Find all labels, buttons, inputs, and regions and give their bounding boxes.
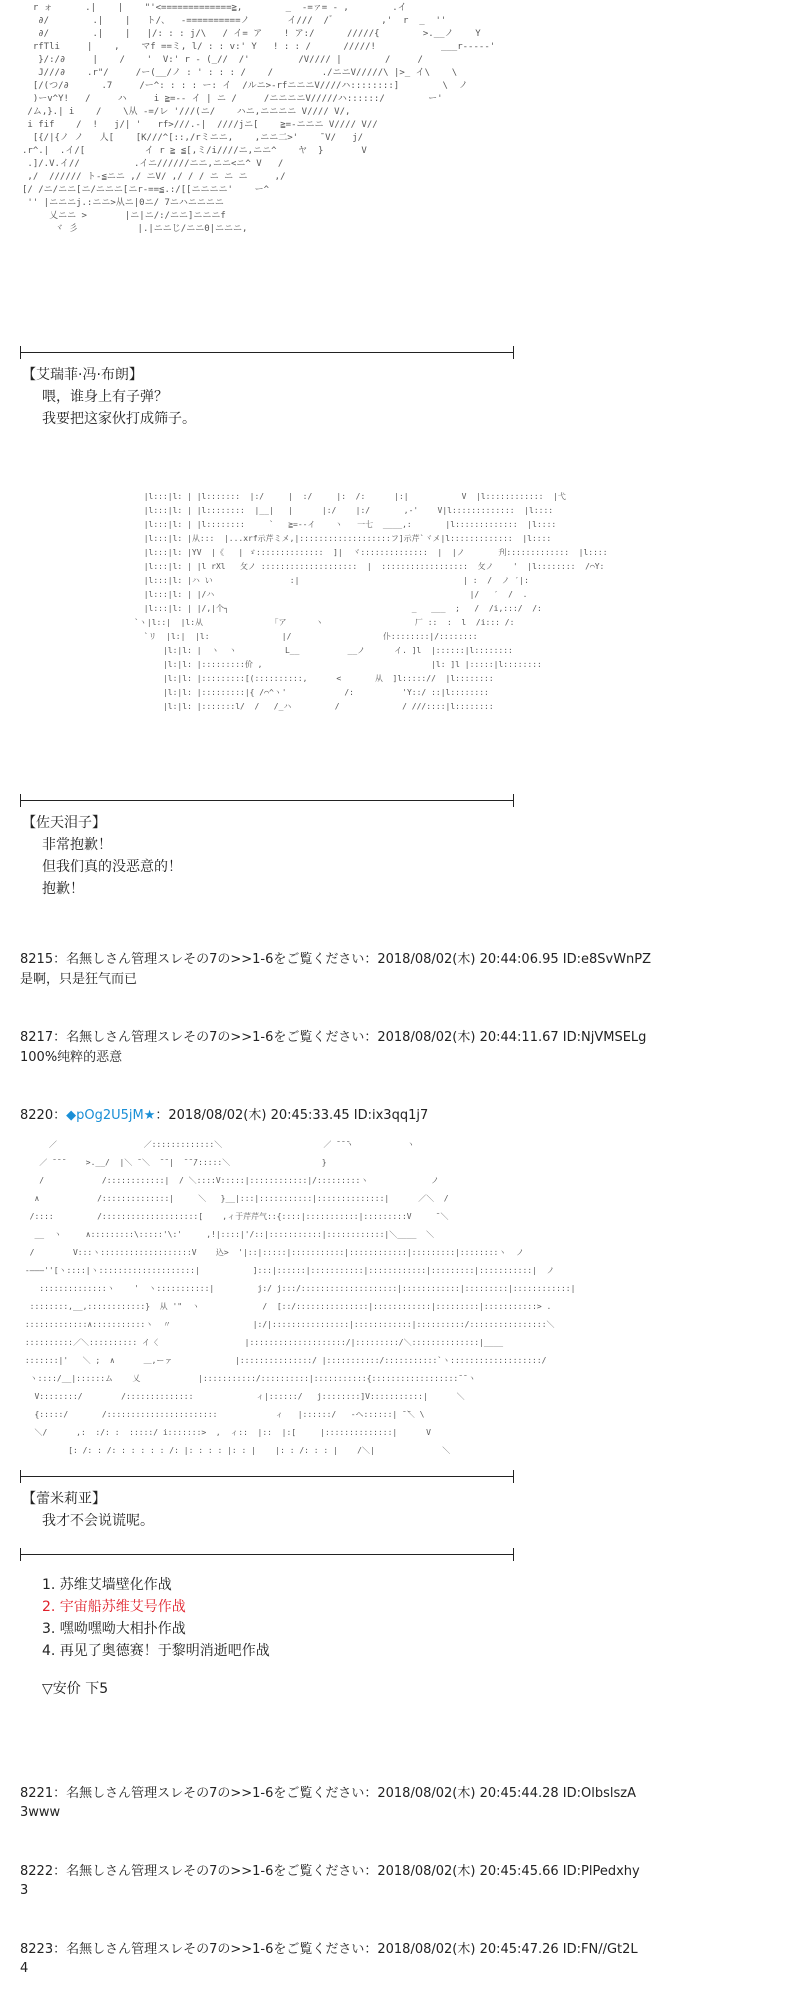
choice-2: 2. 宇宙船苏维艾号作战 (42, 1599, 186, 1615)
dialogue-line: 喂，谁身上有子弹？ (42, 389, 168, 405)
divider-4 (20, 1554, 514, 1555)
post-meta: ：2018/08/02(木) 20:45:33.45 ID:ix3qq1j7 (155, 1108, 429, 1123)
dialogue-line: 但我们真的没恶意的！ (42, 859, 182, 875)
post-body: 3www (20, 1805, 61, 1820)
author-post-header (20, 1106, 428, 1126)
divider-1 (20, 352, 514, 353)
post-number: 8220： (20, 1108, 67, 1123)
dialogue-line: 我才不会说谎呢。 (42, 1513, 154, 1529)
choice-4: 4. 再见了奥德赛！于黎明消逝吧作战 (42, 1643, 270, 1659)
post-header: 8222：名無しさん管理スレその7の>>1-6をご覧ください：2018/08/02(木) 20:45:45.66 ID:PlPedxhy (20, 1864, 640, 1879)
dialogue-line: 抱歉！ (42, 881, 84, 897)
divider-2 (20, 800, 514, 801)
speaker-2: 【佐天泪子】 (22, 815, 106, 831)
post-header: 8215：名無しさん管理スレその7の>>1-6をご覧ください：2018/08/02(木) 20:44:06.95 ID:e8SvWnPZ (20, 952, 652, 967)
choice-3: 3. 嘿呦嘿呦大相扑作战 (42, 1621, 186, 1637)
post-header: 8221：名無しさん管理スレその7の>>1-6をご覧ください：2018/08/02(木) 20:45:44.28 ID:OlbslszA (20, 1786, 636, 1801)
divider-3 (20, 1476, 514, 1477)
ascii-art-1: r ォ .| | "'<=============≧, _ -=ァ= - , .イ ∂/ .| | ト/、 -==========ノ イ/// /゛ ,' r _ '' ∂/ .| | |/: : : j/\ / イ= ア ! ア:/ /////{ >.__ノ Y rfTli | , マf ==ミ, l/ : : v:' Y ! : : / /////! ___r-----' }/:/∂ | / ' V:' r - (_// /' /V//// | / / J///∂ .r"/ /ー(__/ノ : ' : : : / / ./ニニV/////\ |>_ イ\ \ [/(つ/∂ .7 /ー^: : : : ー: イ /ルニ>-rfニニニV////ハ::::::::] \ ノ )ーv^Y! / ハ i ≧=-- イ | ニ / /ニニニニV/////ハ::::::/ ー' /ム,}.| i / \从 -=/レ '///(ニ/ ハニ,ニニニニ V//// V/, i fif / ! j/| ' rf>///.-| ////jニ[ ≧=-ニニニ V//// V// [{/|{ノ ノ 人[ [K///^[::,/rミニニ, ,ニニ二>' ̄ V/ j/ .r^.| .イ/[ イ r ≧ ≦[,ミ/i////ニ,ニニ^ ヤ } V .]/.V.イ// .イニ//////ニニ,ニニ<ニ^ V / ,/ ////// ト-≦ニニ ,/ ニV/ ,/ / / ニ ニ ニ ,/ [/ /ニ/ニニ[ニ/ニニニ[ニr-==≦.:/[[ニニニニ' ー^ '' |ニニニj.:ニニ>从ニ|0ニ/ 7ニハニニニニ 乂ニニ > |ニ|ニ/:/ニニ]ニニニf ヾ 彡 |.|ニニじ/ニニ0|ニニニ, (22, 3, 496, 234)
speaker-3: 【蕾米莉亚】 (22, 1491, 106, 1507)
post-header: 8223：名無しさん管理スレその7の>>1-6をご覧ください：2018/08/02(木) 20:45:47.26 ID:FN//Gt2L (20, 1942, 638, 1957)
choice-1: 1. 苏维艾墙壁化作战 (42, 1577, 172, 1593)
post-body: 3 (20, 1883, 29, 1898)
post-body: 100%纯粹的恶意 (20, 1050, 123, 1065)
post-header: 8217：名無しさん管理スレその7の>>1-6をご覧ください：2018/08/02(木) 20:44:11.67 ID:NjVMSELg (20, 1030, 647, 1045)
ascii-art-2: |l:::|l: | |l::::::: |:/ | :/ |: /: |:| V |l:::::::::::: |弋 |l:::|l: | |l:::::::: |__| | |:/ |:/ ,-' V|l::::::::::::: |l:::: |l:::|l: | |l:::::::: ` ≧=--イ ヽ 一七 ____,: |l::::::::::::: |l:::: |l:::|l: |从::: |...xrf示芹ミメ,|:::::::::::::::::::フ]示芹`ヾメ|l::::::::::::: |l:::: |l:::|l: |YV |《 | ゞ:::::::::::::: ]| ヾ:::::::::::::: | |ノ 刋::::::::::::: |l:::: |l:::|l: | |l rXl 攵ノ :::::::::::::::::::: | :::::::::::::::::: 攵ノ ' |l:::::::: /⌒Y: |l:::|l: |ハ い :| | : / ノ ′|: |l:::|l: | |/ハ |/ ′ / . |l:::|l: | |/,|个┐ _ ___ ; / /i,:::/ /: `ヽ|l::| |l:从 「ア ヽ 厂 :: : l /i::: /: `リ |l:| |l: |/ 仆::::::::|/:::::::: |l:|l: | ヽ ヽ L__ __ノ イ. ]l |::::::|l:::::::: |l:|l: |:::::::::价 , |l: ]l |:::::|l:::::::: |l:|l: |:::::::::[(::::::::::, < 从 ]l:::::// |l:::::::: |l:|l: |:::::::::|{ /⌒^ヽ' /: 'Y::/ ::|l:::::::: |l:|l: |:::::::l/ / /_ハ / / ///::::|l:::::::: (134, 492, 608, 711)
post-body: 4 (20, 1961, 29, 1976)
author-trip: ◆pOg2U5jM★ (66, 1108, 156, 1123)
vote-note: ▽安价 下5 (42, 1681, 109, 1697)
post-body: 是啊，只是狂气而已 (20, 972, 138, 987)
dialogue-line: 我要把这家伙打成筛子。 (42, 411, 196, 427)
ascii-art-3: ／ ／:::::::::::::＼ ／ ̄ ̄ ̄ヽ ヽ ／ ̄ ̄ ̄ >.__/ |＼ ̄ ＼ ̄ ̄ | ̄ ̄ ̄/:::::＼ } / /::::::::::::| / ＼::::V:::::|::::::::::::|/:::::::::ヽ ノ ∧ /::::::::::::::| ＼ }__|:::|:::::::::::|::::::::::::::| ／＼ / /:::: /::::::::::::::::::::[ ,ィ于芹芹气::{::::|:::::::::::|:::::::::V ̄ ＼ __ ヽ ∧:::::::::\:::::'\:' ,!|::::|'/::|:::::::::::|::::::::::::|＼____ ＼ / V:::ヽ:::::::::::::::::::V 込> '|::|:::::|:::::::::::|::::::::::::|:::::::::|::::::::ヽ ノ -―――''[ヽ::::|ヽ::::::::::::::::::::| ]:::|::::::|:::::::::::|::::::::::::|:::::::::|:::::::::::| ノ ::::::::::::::ヽ ' ヽ:::::::::::| j:/ j:::/::::::::::::::::::::|::::::::::::|:::::::::|::::::::::::| ::::::::,__,::::::::::::} 从 '" ヽ / [::/:::::::::::::::|::::::::::::|:::::::::|:::::::::::> . :::::::::::::∧:::::::::::ヽ 〃 |:/|::::::::::::::::|::::::::::::|::::::::::/::::::::::::::::＼ ::::::::::／＼:::::::::: イ〈 |::::::::::::::::::::/|:::::::::/＼::::::::::::::|____ :::::::|' ＼ ; ∧ ＿,ーァ |:::::::::::::::/ |:::::::::::/:::::::::::`ヽ:::::::::::::::::::/ ヽ::::/__|::::::ム 乂 |:::::::::::/::::::::::|:::::::::::{::::::::::::::::::̄ ̄ ヽ V::::::::/ /:::::::::::::: ィ|::::::/ j::::::::]V:::::::::::| ＼ {:::::/ /::::::::::::::::::::::: ィ |::::::/ -ヘ::::::| ̄ ̄＼ \ ＼/ ,: :/: : :::::/ i:::::::> , ィ:: |:: |:[ |::::::::::::::| V [: /: : /: : : : : : /: |: : : : |: : | |: : /: : : | /＼| ＼ (24, 1140, 576, 1455)
dialogue-line: 非常抱歉！ (42, 837, 112, 853)
speaker-1: 【艾瑞菲·冯·布朗】 (22, 367, 143, 383)
